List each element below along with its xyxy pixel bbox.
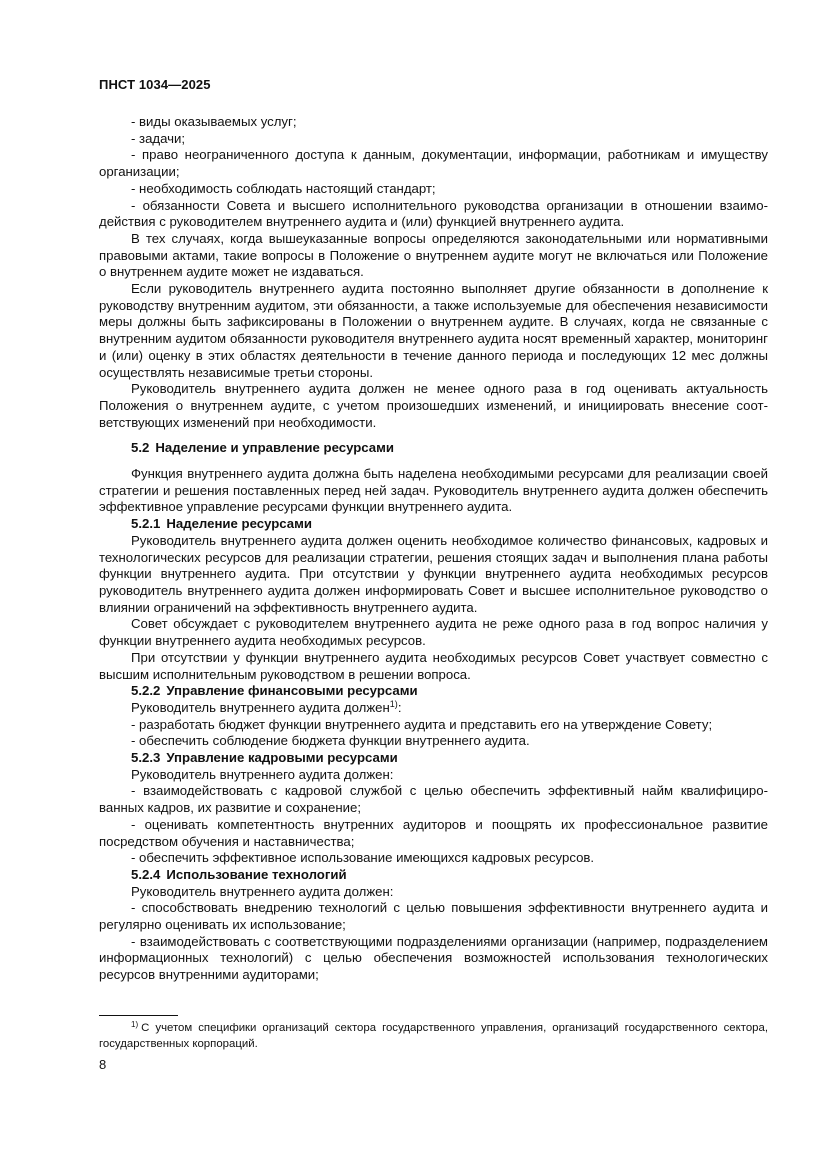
paragraph: Руководитель внутреннего аудита должен не менее одного раза в год оценивать актуальность Положения о внутреннем аудите, с учетом произошедших изменений, и инициировать внесение соответствующих изменений при необходимости. bbox=[99, 381, 768, 430]
section-heading-5-2-4 bbox=[99, 867, 768, 884]
paragraph: Руководитель внутреннего аудита должен оценить необходимое количество финансовых, кадровых и технологических ресурсов для реализации стратегии, решения стоящих задач и выполнения плана работы функции внутреннего аудита. При отсутствии у функции внутреннего аудита необходимых ресурсов руководитель внутреннего аудита должен информировать Совет и высшее исполнительное руководство о влиянии ограничений на эффективность внутреннего аудита. bbox=[99, 532, 768, 615]
footnote-ref[interactable]: 1) bbox=[389, 698, 398, 709]
list-item: - право неограниченного доступа к данным, документации, информации, работникам и имуществу организации; bbox=[99, 147, 768, 180]
list-item: - способствовать внедрению технологий с целью повышения эффективности внутреннего аудита и регулярно оценивать их использование; bbox=[99, 900, 768, 933]
section-heading-5-2 bbox=[99, 440, 768, 457]
section-heading-5-2-1 bbox=[99, 516, 768, 533]
paragraph: Функция внутреннего аудита должна быть наделена необходимыми ресурсами для реализации своей стратегии и решения поставленных перед ней задач. Руководитель внутреннего аудита должен обеспечить эффективное управление ресурсами функции внутреннего аудита. bbox=[99, 466, 768, 515]
paragraph: Руководитель внутреннего аудита должен: bbox=[131, 766, 394, 782]
paragraph bbox=[99, 700, 768, 717]
section-heading-5-2-3 bbox=[99, 750, 768, 767]
section-title: Управление кадровыми ресурсами bbox=[166, 750, 398, 766]
paragraph: Совет обсуждает с руководителем внутреннего аудита не реже одного раза в год вопрос наличия у функции внутреннего аудита необходимых ресурсов. bbox=[99, 616, 768, 649]
paragraph: При отсутствии у функции внутреннего аудита необходимых ресурсов Совет участвует совместно с высшим исполнительным руководством в решении вопроса. bbox=[99, 649, 768, 682]
list-item: - задачи; bbox=[131, 130, 186, 146]
document-body bbox=[99, 114, 768, 984]
section-title: Управление финансовыми ресурсами bbox=[166, 683, 418, 699]
section-number: 5.2.2 bbox=[131, 683, 161, 699]
footnote-divider bbox=[99, 1015, 178, 1016]
list-item: - необходимость соблюдать настоящий стандарт; bbox=[131, 180, 436, 196]
paragraph: Если руководитель внутреннего аудита постоянно выполняет другие обязанности в дополнение к руководству внутренним аудитом, эти обязанности, а также используемые для обеспечения независимости меры должны быть зафиксированы в Положении о внутреннем аудите. В случаях, когда не связанные с внутренним аудитом обязанности руководителя внутреннего аудита носят временный характер, мониторинг и (или) оценку в этих областях деятельности в течение данного периода и последующих 12 мес должны осуществлять независимые третьи стороны. bbox=[99, 281, 768, 380]
footnote-marker: 1) bbox=[131, 1020, 139, 1029]
list-item: - обеспечить соблюдение бюджета функции внутреннего аудита. bbox=[131, 733, 530, 749]
section-title: Наделение ресурсами bbox=[166, 516, 312, 532]
list-item: - разработать бюджет функции внутреннего аудита и представить его на утверждение Совету; bbox=[131, 716, 713, 732]
section-number: 5.2.4 bbox=[131, 866, 161, 882]
list-item: - взаимодействовать с кадровой службой с целью обеспечить эффективный найм квалифицированных кадров, их развитие и сохранение; bbox=[99, 783, 768, 816]
list-item: - взаимодействовать с соответствующими подразделениями организации (например, подразделением информационных технологий) с целью обеспечения возможностей использования технологических ресурсов внутренними аудиторами; bbox=[99, 933, 768, 983]
section-number: 5.2 bbox=[131, 440, 150, 456]
document-id: ПНСТ 1034—2025 bbox=[99, 77, 211, 92]
list-item: - обязанности Совета и высшего исполнительного руководства организации в отношении взаимодействия с руководителем внутреннего аудита и (или) функцией внутреннего аудита. bbox=[99, 197, 768, 230]
list-item: - обеспечить эффективное использование имеющихся кадровых ресурсов. bbox=[131, 850, 595, 866]
section-number: 5.2.3 bbox=[131, 750, 161, 766]
paragraph: В тех случаях, когда вышеуказанные вопросы определяются законодательными или нормативными правовыми актами, такие вопросы в Положение о внутреннем аудите могут не включаться или Положение о внутреннем аудите может не издаваться. bbox=[99, 230, 768, 280]
footnote-text: С учетом специфики организаций сектора государственного управления, организаций государственного сектора, государственных корпораций. bbox=[99, 1022, 768, 1050]
list-item: - оценивать компетентность внутренних аудиторов и поощрять их профессиональное развитие посредством обучения и наставничества; bbox=[99, 816, 768, 849]
list-item: - виды оказываемых услуг; bbox=[131, 114, 297, 129]
intro-colon: : bbox=[397, 699, 402, 715]
page-number: 8 bbox=[99, 1057, 107, 1072]
section-number: 5.2.1 bbox=[131, 516, 161, 532]
section-title: Использование технологий bbox=[166, 866, 347, 882]
section-title: Наделение и управление ресурсами bbox=[155, 440, 394, 456]
paragraph: Руководитель внутреннего аудита должен: bbox=[131, 883, 394, 899]
section-heading-5-2-2 bbox=[99, 683, 768, 700]
footnote bbox=[99, 1020, 768, 1052]
intro-text: Руководитель внутреннего аудита должен bbox=[131, 699, 390, 715]
